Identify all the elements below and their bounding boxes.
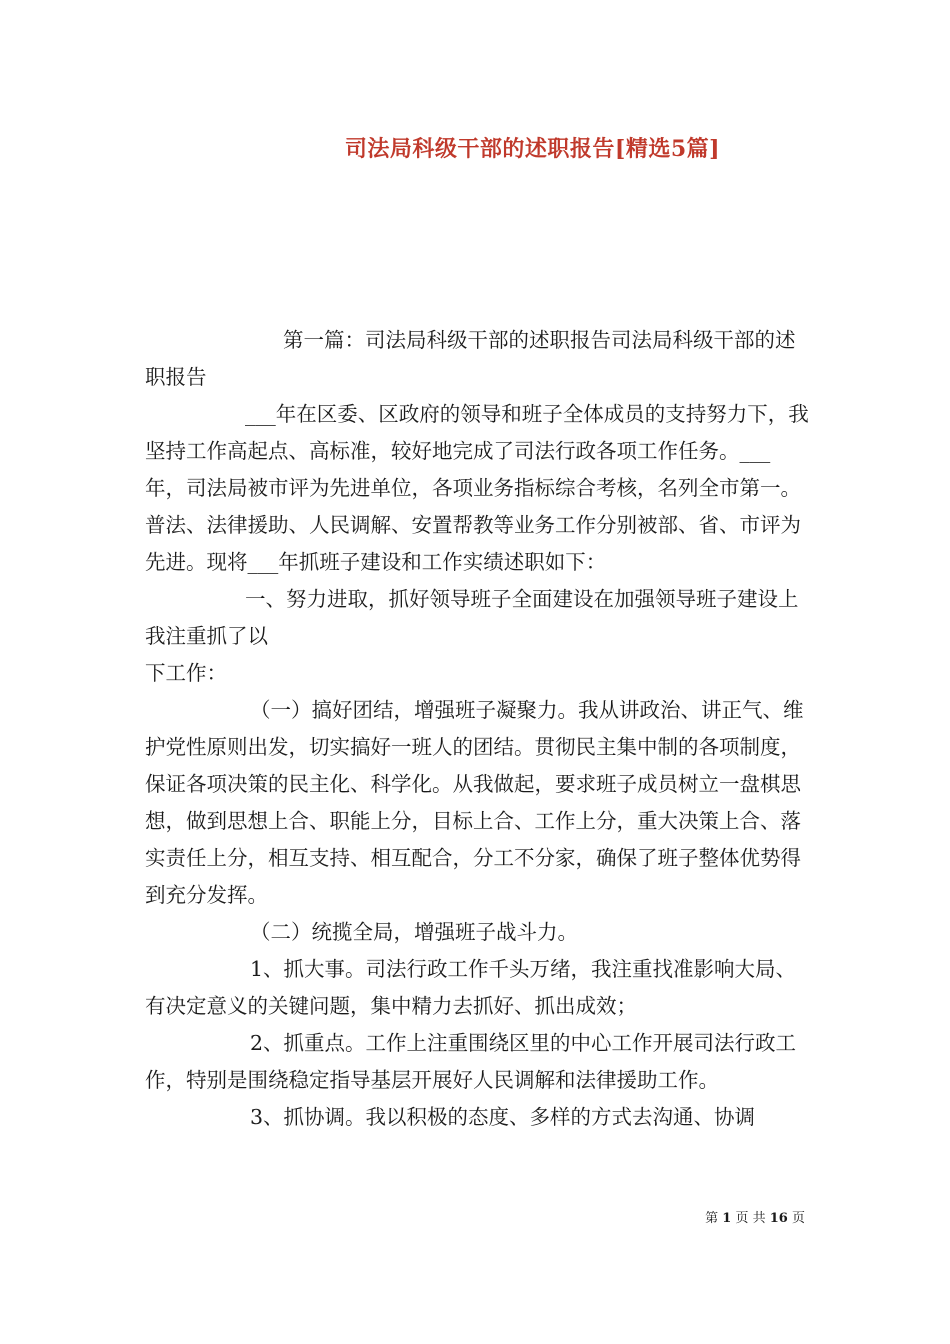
paragraph-item-1: 1、抓大事。司法行政工作千头万绪，我注重找准影响大局、有决定意义的关键问题，集中精力去抓好、抓出成效；: [145, 957, 797, 1018]
section-heading: 第一篇：司法局科级干部的述职报告司法局科级干部的述职报告: [145, 328, 796, 389]
paragraph-section-one-cont: 下工作：: [145, 661, 227, 685]
paragraph-item-3: 3、抓协调。我以积极的态度、多样的方式去沟通、协调: [250, 1105, 756, 1129]
footer-suffix: 页: [791, 1211, 805, 1226]
paragraph-overall: （二）统揽全局，增强班子战斗力。: [250, 920, 578, 944]
document-body: [145, 322, 810, 1136]
paragraph-unity: （一）搞好团结，增强班子凝聚力。我从讲政治、讲正气、维护党性原则出发，切实搞好一班人的团结。贯彻民主集中制的各项制度，保证各项决策的民主化、科学化。从我做起，要求班子成员树立一盘棋思想，做到思想上合、职能上分，目标上合、工作上分，重大决策上合、落实责任上分，相互支持、相互配合，分工不分家，确保了班子整体优势得到充分发挥。: [145, 698, 804, 907]
paragraph-item-2: 2、抓重点。工作上注重围绕区里的中心工作开展司法行政工作，特别是围绕稳定指导基层开展好人民调解和法律援助工作。: [145, 1031, 797, 1092]
page-footer: [705, 1207, 805, 1226]
footer-current-page: 1: [722, 1211, 732, 1226]
footer-prefix: 第: [705, 1211, 719, 1226]
document-title: 司法局科级干部的述职报告[精选5篇]: [344, 136, 721, 162]
footer-total-pages: 16: [769, 1211, 788, 1226]
paragraph-section-one: 一、努力进取，抓好领导班子全面建设在加强领导班子建设上我注重抓了以: [145, 587, 799, 648]
paragraph-intro: ___年在区委、区政府的领导和班子全体成员的支持努力下，我坚持工作高起点、高标准，较好地完成了司法行政各项工作任务。___年，司法局被市评为先进单位，各项业务指标综合考核，名列全市第一。普法、法律援助、人民调解、安置帮教等业务工作分别被部、省、市评为先进。现将___年抓班子建设和工作实绩述职如下：: [145, 402, 809, 574]
footer-middle: 页 共: [735, 1211, 766, 1226]
